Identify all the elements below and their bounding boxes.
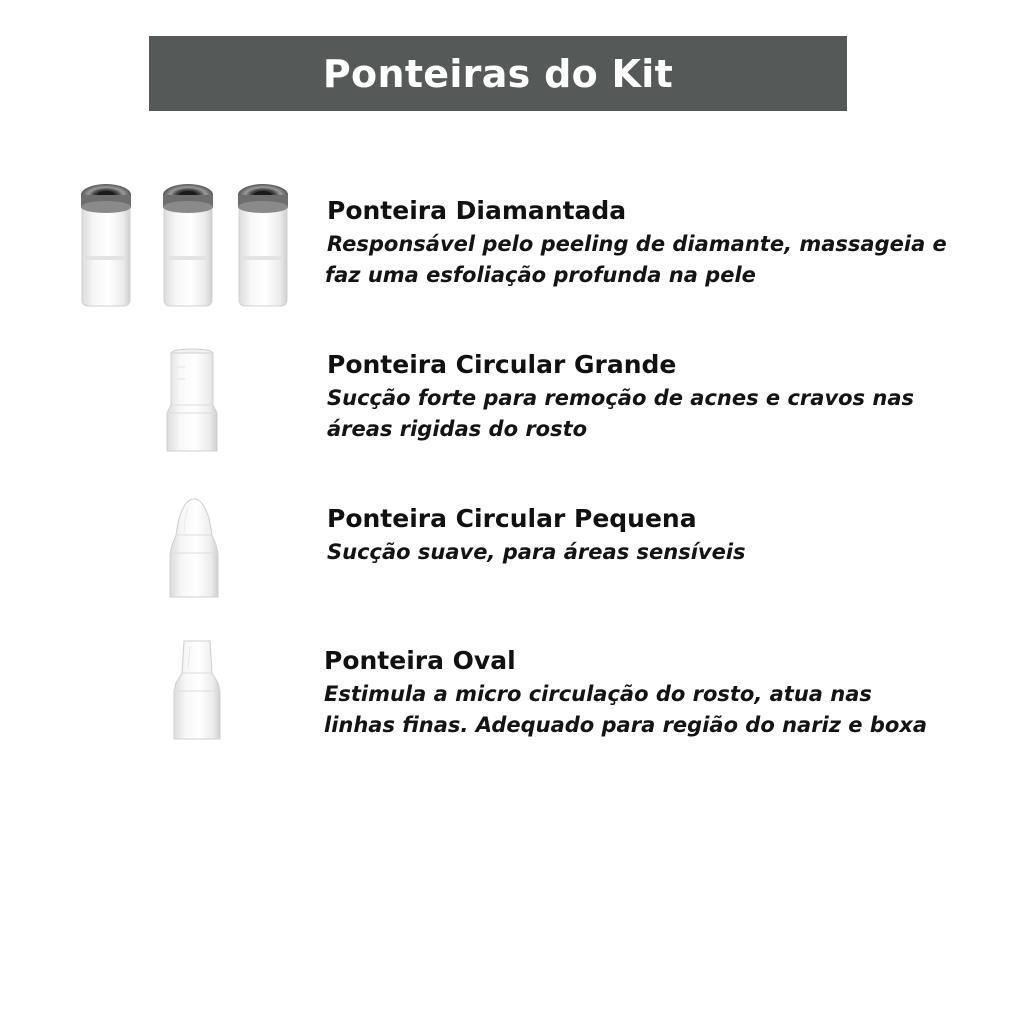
item-description-line: linhas finas. Adequado para região do nariz e boxa bbox=[324, 713, 928, 737]
item-description-line: faz uma esfoliação profunda na pele bbox=[325, 263, 756, 287]
oval-tip-icon bbox=[170, 637, 224, 743]
item-title: Ponteira Circular Grande bbox=[327, 350, 677, 379]
large-circular-tip-icon bbox=[163, 347, 221, 455]
item-title: Ponteira Circular Pequena bbox=[327, 504, 697, 533]
item-description-line: Sucção forte para remoção de acnes e cravos nas bbox=[327, 386, 914, 410]
item-description-line: Responsável pelo peeling de diamante, massageia e bbox=[327, 232, 947, 256]
diamond-tip-icon bbox=[76, 182, 136, 310]
item-title: Ponteira Oval bbox=[324, 646, 516, 675]
item-description-line: Estimula a micro circulação do rosto, atua nas bbox=[324, 682, 872, 706]
item-title: Ponteira Diamantada bbox=[327, 196, 627, 225]
small-circular-tip-icon bbox=[166, 495, 222, 601]
item-description-line: áreas rigidas do rosto bbox=[327, 417, 588, 441]
diamond-tip-icon bbox=[158, 182, 218, 310]
item-description-line: Sucção suave, para áreas sensíveis bbox=[327, 540, 746, 564]
diamond-tip-icon bbox=[233, 182, 293, 310]
header-banner bbox=[149, 36, 847, 111]
page-title: Ponteiras do Kit bbox=[322, 51, 674, 96]
